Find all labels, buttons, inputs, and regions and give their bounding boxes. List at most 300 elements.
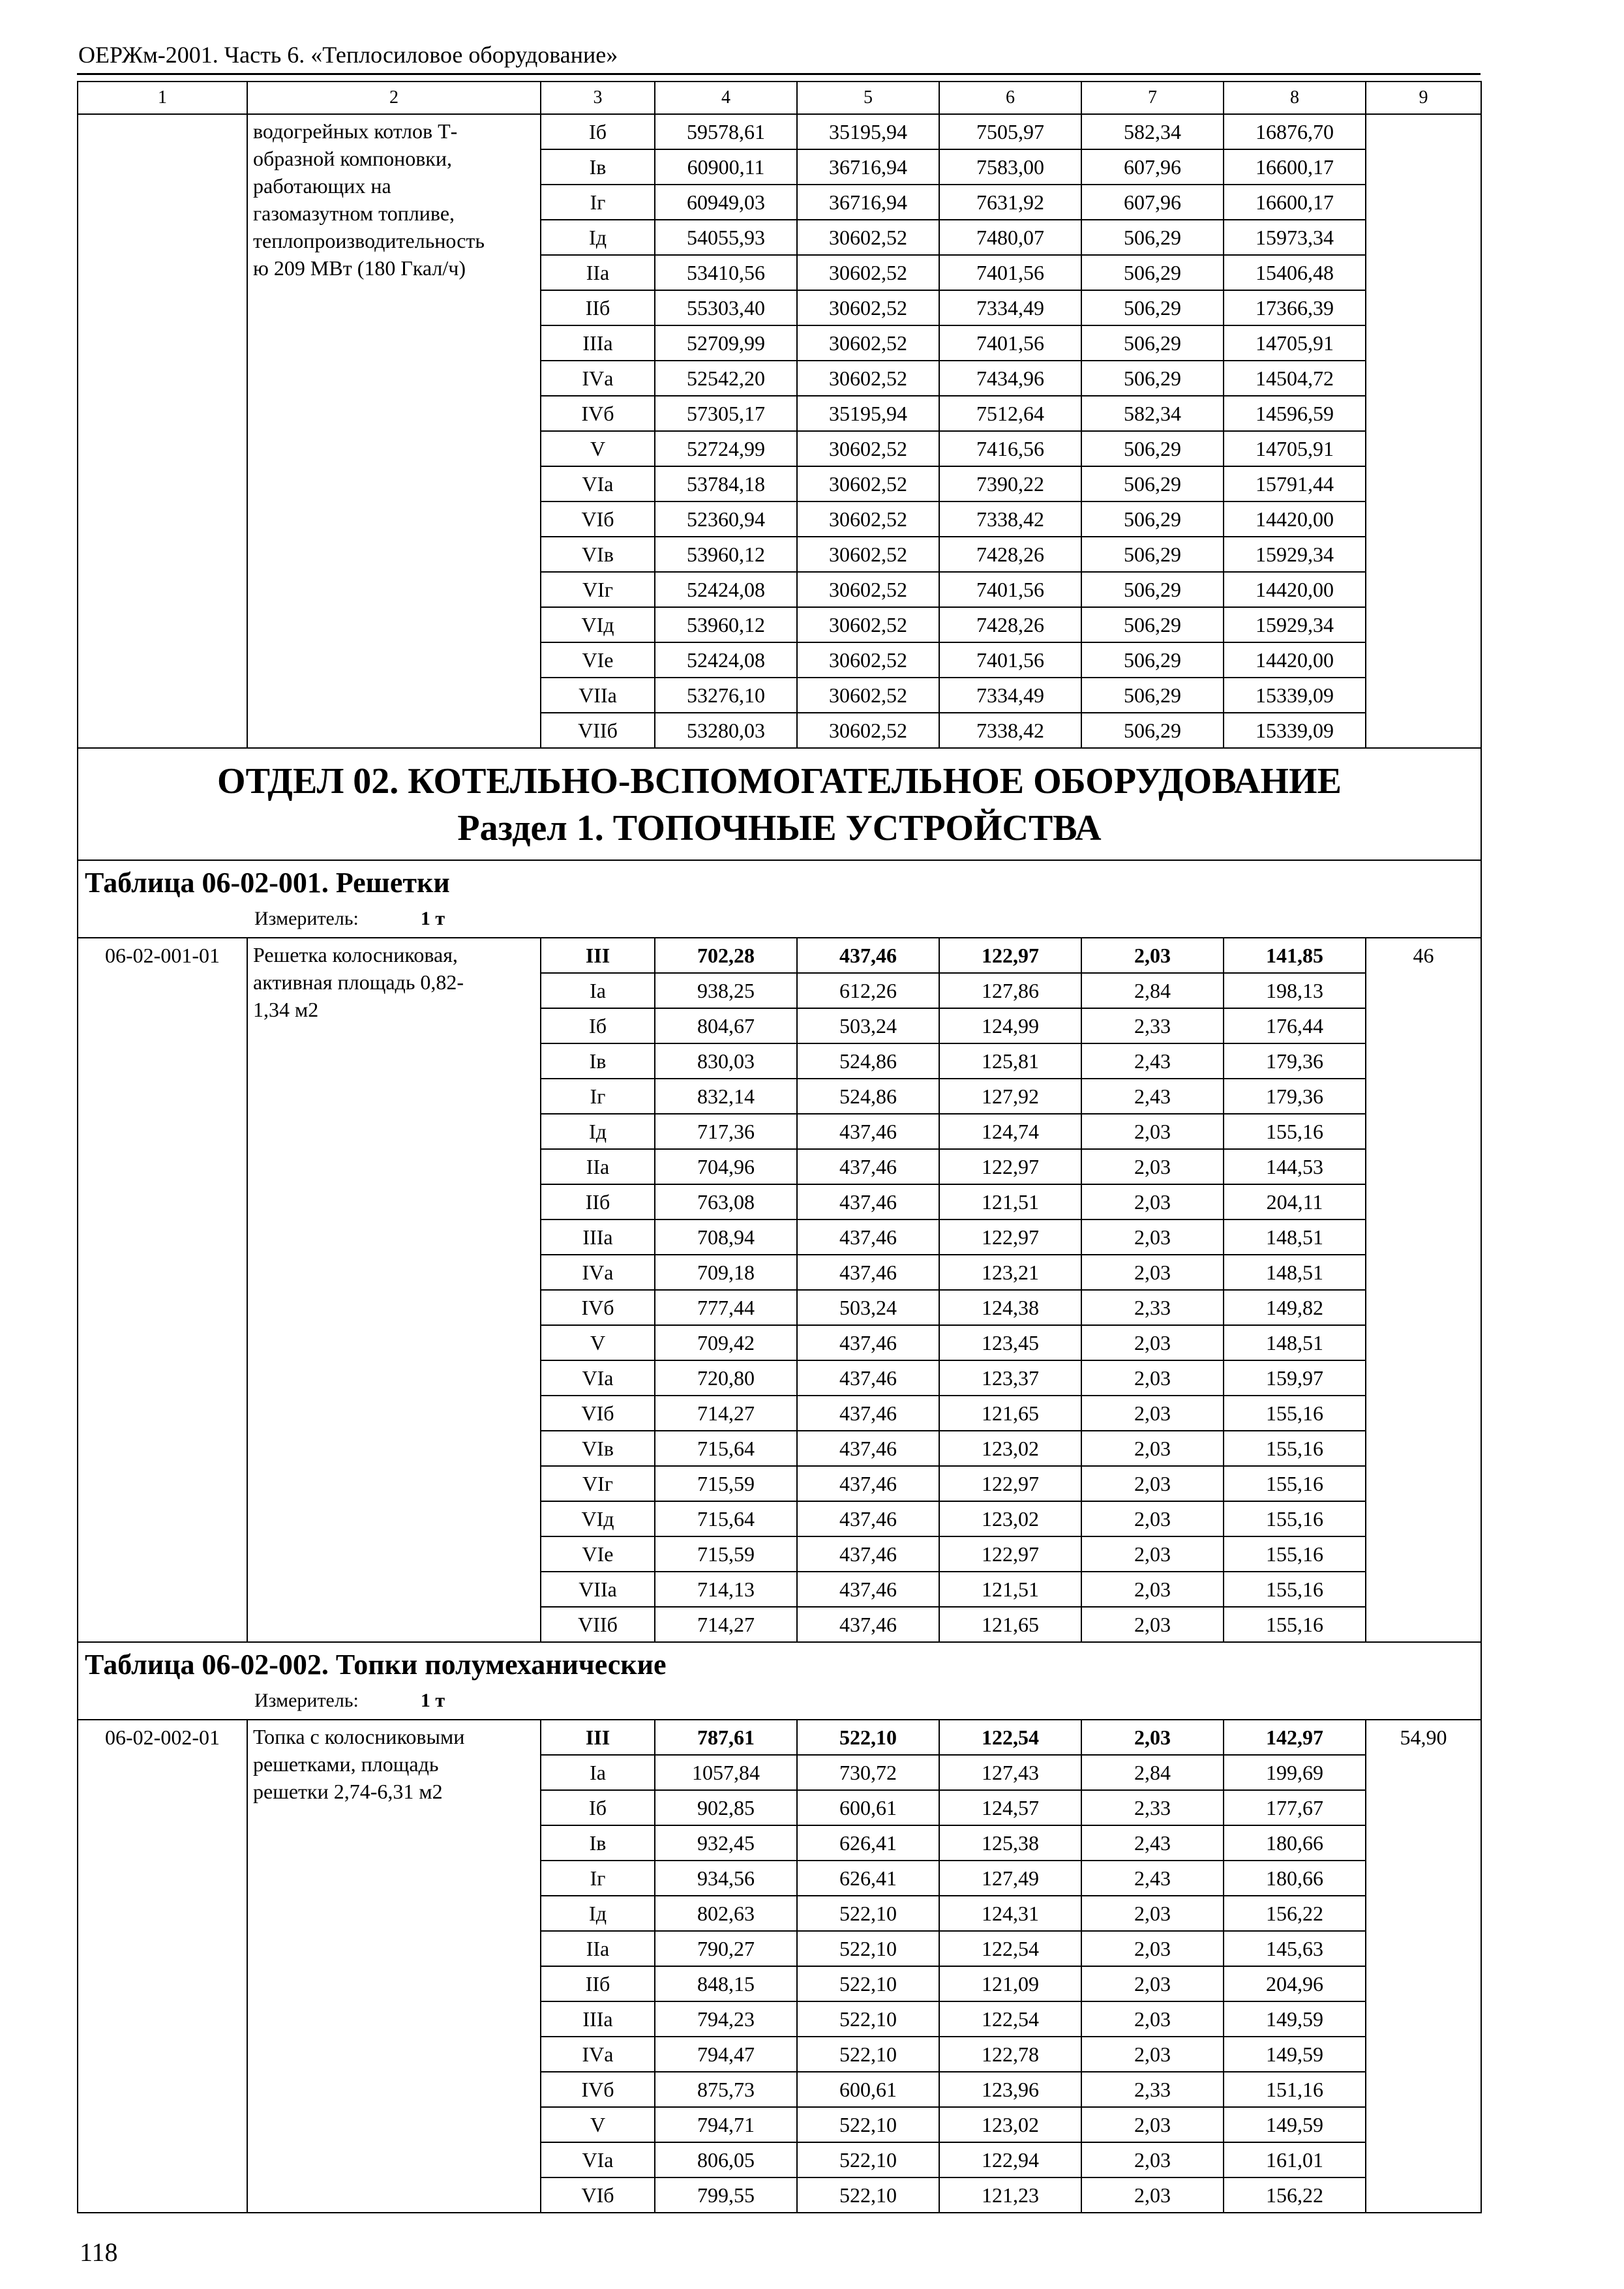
- column-number: 7: [1081, 82, 1224, 114]
- value-cell: 506,29: [1081, 431, 1224, 466]
- value-cell: 155,16: [1224, 1536, 1366, 1572]
- value-cell: 522,10: [797, 2177, 939, 2213]
- table-row: [78, 114, 1481, 149]
- value-cell: 149,59: [1224, 2107, 1366, 2142]
- zone-cell: VIа: [541, 2142, 655, 2177]
- col9-value: [1366, 114, 1481, 748]
- value-cell: 30602,52: [797, 572, 939, 607]
- value-cell: 60900,11: [655, 149, 797, 185]
- table-title: Таблица 06-02-001. Решетки: [78, 860, 1481, 903]
- value-cell: 14420,00: [1224, 572, 1366, 607]
- zone-cell: VIд: [541, 1501, 655, 1536]
- unit-cell: [78, 903, 1481, 938]
- value-cell: 503,24: [797, 1290, 939, 1325]
- section-title: Раздел 1. ТОПОЧНЫЕ УСТРОЙСТВА: [457, 808, 1102, 848]
- column-number: 9: [1366, 82, 1481, 114]
- zone-cell: IIа: [541, 1931, 655, 1966]
- value-cell: 121,23: [939, 2177, 1081, 2213]
- header-rule: [77, 73, 1481, 75]
- value-cell: 2,03: [1081, 1572, 1224, 1607]
- zone-cell: IIб: [541, 1966, 655, 2001]
- zone-cell: VIе: [541, 1536, 655, 1572]
- value-cell: 2,33: [1081, 1008, 1224, 1043]
- zone-cell: IVб: [541, 1290, 655, 1325]
- value-cell: 127,49: [939, 1861, 1081, 1896]
- value-cell: 148,51: [1224, 1219, 1366, 1255]
- value-cell: 522,10: [797, 1896, 939, 1931]
- rate-code: 06-02-001-01: [78, 938, 247, 1642]
- value-cell: 121,51: [939, 1184, 1081, 1219]
- value-cell: 600,61: [797, 1790, 939, 1825]
- value-cell: 15973,34: [1224, 220, 1366, 255]
- value-cell: 524,86: [797, 1043, 939, 1079]
- column-number: 2: [247, 82, 541, 114]
- value-cell: 30602,52: [797, 501, 939, 537]
- value-cell: 2,03: [1081, 1149, 1224, 1184]
- zone-cell: VIIб: [541, 713, 655, 748]
- value-cell: 179,36: [1224, 1079, 1366, 1114]
- zone-cell: Iа: [541, 1755, 655, 1790]
- value-cell: 53280,03: [655, 713, 797, 748]
- value-cell: 125,38: [939, 1825, 1081, 1861]
- value-cell: 123,02: [939, 1431, 1081, 1466]
- value-cell: 35195,94: [797, 114, 939, 149]
- value-cell: 522,10: [797, 1966, 939, 2001]
- value-cell: 52424,08: [655, 572, 797, 607]
- value-cell: 16600,17: [1224, 149, 1366, 185]
- value-cell: 717,36: [655, 1114, 797, 1149]
- value-cell: 15791,44: [1224, 466, 1366, 501]
- value-cell: 830,03: [655, 1043, 797, 1079]
- value-cell: 506,29: [1081, 572, 1224, 607]
- value-cell: 437,46: [797, 1431, 939, 1466]
- zone-cell: IVа: [541, 1255, 655, 1290]
- unit-label: Измеритель:: [254, 1690, 359, 1711]
- zone-cell: IIб: [541, 290, 655, 325]
- zone-cell: VIб: [541, 1396, 655, 1431]
- value-cell: 123,02: [939, 1501, 1081, 1536]
- value-cell: 506,29: [1081, 361, 1224, 396]
- value-cell: 30602,52: [797, 642, 939, 678]
- value-cell: 53960,12: [655, 607, 797, 642]
- value-cell: 506,29: [1081, 537, 1224, 572]
- value-cell: 804,67: [655, 1008, 797, 1043]
- value-cell: 938,25: [655, 973, 797, 1008]
- value-cell: 15339,09: [1224, 713, 1366, 748]
- page-number: 118: [80, 2237, 118, 2267]
- value-cell: 54055,93: [655, 220, 797, 255]
- value-cell: 127,92: [939, 1079, 1081, 1114]
- value-cell: 123,45: [939, 1325, 1081, 1360]
- unit-value: 1 т: [420, 1690, 445, 1711]
- value-cell: 2,33: [1081, 1290, 1224, 1325]
- value-cell: 437,46: [797, 1255, 939, 1290]
- value-cell: 794,23: [655, 2001, 797, 2037]
- department-heading: [78, 748, 1481, 860]
- value-cell: 7631,92: [939, 185, 1081, 220]
- value-cell: 437,46: [797, 1184, 939, 1219]
- value-cell: 506,29: [1081, 501, 1224, 537]
- value-cell: 124,57: [939, 1790, 1081, 1825]
- value-cell: 16876,70: [1224, 114, 1366, 149]
- value-cell: 715,64: [655, 1501, 797, 1536]
- value-cell: 122,97: [939, 1466, 1081, 1501]
- value-cell: 7434,96: [939, 361, 1081, 396]
- value-cell: 121,65: [939, 1607, 1081, 1642]
- value-cell: 7401,56: [939, 255, 1081, 290]
- zone-cell: Iб: [541, 1790, 655, 1825]
- value-cell: 7334,49: [939, 290, 1081, 325]
- value-cell: 7428,26: [939, 537, 1081, 572]
- zone-cell: III: [541, 1720, 655, 1755]
- value-cell: 437,46: [797, 1607, 939, 1642]
- zone-cell: IVб: [541, 396, 655, 431]
- value-cell: 155,16: [1224, 1114, 1366, 1149]
- table-title: Таблица 06-02-002. Топки полумеханические: [78, 1642, 1481, 1685]
- table-row: [78, 1720, 1481, 1755]
- value-cell: 437,46: [797, 1572, 939, 1607]
- value-cell: 36716,94: [797, 185, 939, 220]
- value-cell: 30602,52: [797, 290, 939, 325]
- value-cell: 53276,10: [655, 678, 797, 713]
- value-cell: 16600,17: [1224, 185, 1366, 220]
- value-cell: 437,46: [797, 1466, 939, 1501]
- unit-value: 1 т: [420, 908, 445, 929]
- value-cell: 156,22: [1224, 1896, 1366, 1931]
- value-cell: 2,03: [1081, 1114, 1224, 1149]
- value-cell: 127,86: [939, 973, 1081, 1008]
- zone-cell: III: [541, 938, 655, 973]
- zone-cell: Iв: [541, 1043, 655, 1079]
- value-cell: 802,63: [655, 1896, 797, 1931]
- rate-description: Топка с колосниковыми решетками, площадь решетки 2,74-6,31 м2: [247, 1720, 541, 2213]
- value-cell: 30602,52: [797, 466, 939, 501]
- value-cell: 124,99: [939, 1008, 1081, 1043]
- value-cell: 2,03: [1081, 1184, 1224, 1219]
- zone-cell: IIIа: [541, 1219, 655, 1255]
- value-cell: 7390,22: [939, 466, 1081, 501]
- value-cell: 2,03: [1081, 1255, 1224, 1290]
- value-cell: 30602,52: [797, 220, 939, 255]
- zone-cell: V: [541, 1325, 655, 1360]
- value-cell: 2,03: [1081, 1466, 1224, 1501]
- value-cell: 2,03: [1081, 2001, 1224, 2037]
- value-cell: 763,08: [655, 1184, 797, 1219]
- value-cell: 155,16: [1224, 1396, 1366, 1431]
- value-cell: 7583,00: [939, 149, 1081, 185]
- value-cell: 124,74: [939, 1114, 1081, 1149]
- zone-cell: Iг: [541, 1861, 655, 1896]
- value-cell: 52424,08: [655, 642, 797, 678]
- value-cell: 122,94: [939, 2142, 1081, 2177]
- value-cell: 582,34: [1081, 396, 1224, 431]
- value-cell: 506,29: [1081, 290, 1224, 325]
- zone-cell: Iд: [541, 220, 655, 255]
- value-cell: 848,15: [655, 1966, 797, 2001]
- value-cell: 2,03: [1081, 1536, 1224, 1572]
- value-cell: 506,29: [1081, 466, 1224, 501]
- value-cell: 932,45: [655, 1825, 797, 1861]
- value-cell: 2,03: [1081, 2177, 1224, 2213]
- value-cell: 30602,52: [797, 713, 939, 748]
- value-cell: 30602,52: [797, 678, 939, 713]
- value-cell: 506,29: [1081, 220, 1224, 255]
- value-cell: 2,03: [1081, 1607, 1224, 1642]
- value-cell: 437,46: [797, 1501, 939, 1536]
- department-row: [78, 748, 1481, 860]
- column-number-row: [78, 82, 1481, 114]
- value-cell: 714,13: [655, 1572, 797, 1607]
- value-cell: 522,10: [797, 2001, 939, 2037]
- value-cell: 7428,26: [939, 607, 1081, 642]
- zone-cell: Iг: [541, 185, 655, 220]
- value-cell: 204,11: [1224, 1184, 1366, 1219]
- column-number: 4: [655, 82, 797, 114]
- value-cell: 437,46: [797, 1219, 939, 1255]
- value-cell: 123,37: [939, 1360, 1081, 1396]
- value-cell: 7512,64: [939, 396, 1081, 431]
- value-cell: 437,46: [797, 1149, 939, 1184]
- value-cell: 30602,52: [797, 361, 939, 396]
- zone-cell: IVб: [541, 2072, 655, 2107]
- value-cell: 506,29: [1081, 255, 1224, 290]
- value-cell: 506,29: [1081, 325, 1224, 361]
- value-cell: 2,43: [1081, 1861, 1224, 1896]
- value-cell: 7338,42: [939, 501, 1081, 537]
- value-cell: 437,46: [797, 938, 939, 973]
- value-cell: 123,21: [939, 1255, 1081, 1290]
- value-cell: 2,84: [1081, 1755, 1224, 1790]
- value-cell: 145,63: [1224, 1931, 1366, 1966]
- value-cell: 53410,56: [655, 255, 797, 290]
- value-cell: 794,71: [655, 2107, 797, 2142]
- zone-cell: VIв: [541, 1431, 655, 1466]
- value-cell: 2,03: [1081, 1431, 1224, 1466]
- rate-code: 06-02-002-01: [78, 1720, 247, 2213]
- zone-cell: Iг: [541, 1079, 655, 1114]
- zone-cell: Iд: [541, 1896, 655, 1931]
- value-cell: 437,46: [797, 1325, 939, 1360]
- table-title-row: [78, 860, 1481, 903]
- column-number: 8: [1224, 82, 1366, 114]
- value-cell: 777,44: [655, 1290, 797, 1325]
- value-cell: 155,16: [1224, 1431, 1366, 1466]
- value-cell: 437,46: [797, 1360, 939, 1396]
- value-cell: 122,97: [939, 938, 1081, 973]
- zone-cell: VIд: [541, 607, 655, 642]
- table-row: [78, 938, 1481, 973]
- value-cell: 715,59: [655, 1536, 797, 1572]
- value-cell: 155,16: [1224, 1501, 1366, 1536]
- value-cell: 14504,72: [1224, 361, 1366, 396]
- zone-cell: IIIа: [541, 325, 655, 361]
- value-cell: 522,10: [797, 2107, 939, 2142]
- value-cell: 176,44: [1224, 1008, 1366, 1043]
- zone-cell: VIг: [541, 1466, 655, 1501]
- value-cell: 122,54: [939, 1931, 1081, 1966]
- value-cell: 123,96: [939, 2072, 1081, 2107]
- value-cell: 2,84: [1081, 973, 1224, 1008]
- value-cell: 148,51: [1224, 1325, 1366, 1360]
- zone-cell: IVа: [541, 2037, 655, 2072]
- value-cell: 790,27: [655, 1931, 797, 1966]
- value-cell: 17366,39: [1224, 290, 1366, 325]
- value-cell: 198,13: [1224, 973, 1366, 1008]
- value-cell: 55303,40: [655, 290, 797, 325]
- value-cell: 582,34: [1081, 114, 1224, 149]
- value-cell: 15929,34: [1224, 607, 1366, 642]
- value-cell: 199,69: [1224, 1755, 1366, 1790]
- value-cell: 2,03: [1081, 2107, 1224, 2142]
- value-cell: 30602,52: [797, 431, 939, 466]
- rates-table: [77, 81, 1482, 2213]
- value-cell: 607,96: [1081, 149, 1224, 185]
- value-cell: 7416,56: [939, 431, 1081, 466]
- zone-cell: IIб: [541, 1184, 655, 1219]
- value-cell: 437,46: [797, 1536, 939, 1572]
- value-cell: 7334,49: [939, 678, 1081, 713]
- zone-cell: VIв: [541, 537, 655, 572]
- unit-label: Измеритель:: [254, 908, 359, 929]
- value-cell: 503,24: [797, 1008, 939, 1043]
- value-cell: 715,59: [655, 1466, 797, 1501]
- value-cell: 155,16: [1224, 1607, 1366, 1642]
- value-cell: 7401,56: [939, 642, 1081, 678]
- value-cell: 30602,52: [797, 537, 939, 572]
- value-cell: 832,14: [655, 1079, 797, 1114]
- value-cell: 2,43: [1081, 1079, 1224, 1114]
- zone-cell: V: [541, 2107, 655, 2142]
- rate-description: водогрейных котлов Т- образной компоновки, работающих на газомазутном топливе, теплопроизводительность ю 209 МВт (180 Гкал/ч): [247, 114, 541, 748]
- value-cell: 626,41: [797, 1825, 939, 1861]
- value-cell: 704,96: [655, 1149, 797, 1184]
- value-cell: 151,16: [1224, 2072, 1366, 2107]
- value-cell: 902,85: [655, 1790, 797, 1825]
- column-number: 1: [78, 82, 247, 114]
- unit-row: [78, 1685, 1481, 1720]
- value-cell: 2,33: [1081, 1790, 1224, 1825]
- value-cell: 149,59: [1224, 2001, 1366, 2037]
- value-cell: 180,66: [1224, 1861, 1366, 1896]
- value-cell: 506,29: [1081, 642, 1224, 678]
- value-cell: 506,29: [1081, 713, 1224, 748]
- zone-cell: VIб: [541, 2177, 655, 2213]
- value-cell: 15339,09: [1224, 678, 1366, 713]
- rate-code: [78, 114, 247, 748]
- value-cell: 14705,91: [1224, 431, 1366, 466]
- value-cell: 204,96: [1224, 1966, 1366, 2001]
- running-header: ОЕРЖм-2001. Часть 6. «Теплосиловое оборудование»: [78, 42, 618, 68]
- value-cell: 177,67: [1224, 1790, 1366, 1825]
- zone-cell: Iв: [541, 1825, 655, 1861]
- value-cell: 934,56: [655, 1861, 797, 1896]
- column-number: 6: [939, 82, 1081, 114]
- zone-cell: VIIа: [541, 1572, 655, 1607]
- unit-cell: [78, 1685, 1481, 1720]
- rate-description: Решетка колосниковая, активная площадь 0,82- 1,34 м2: [247, 938, 541, 1642]
- value-cell: 121,51: [939, 1572, 1081, 1607]
- value-cell: 155,16: [1224, 1572, 1366, 1607]
- value-cell: 730,72: [797, 1755, 939, 1790]
- value-cell: 2,33: [1081, 2072, 1224, 2107]
- value-cell: 806,05: [655, 2142, 797, 2177]
- value-cell: 2,03: [1081, 1966, 1224, 2001]
- value-cell: 156,22: [1224, 2177, 1366, 2213]
- value-cell: 1057,84: [655, 1755, 797, 1790]
- value-cell: 7480,07: [939, 220, 1081, 255]
- value-cell: 125,81: [939, 1043, 1081, 1079]
- value-cell: 53784,18: [655, 466, 797, 501]
- zone-cell: VIа: [541, 466, 655, 501]
- value-cell: 57305,17: [655, 396, 797, 431]
- value-cell: 149,59: [1224, 2037, 1366, 2072]
- value-cell: 148,51: [1224, 1255, 1366, 1290]
- value-cell: 159,97: [1224, 1360, 1366, 1396]
- value-cell: 144,53: [1224, 1149, 1366, 1184]
- value-cell: 127,43: [939, 1755, 1081, 1790]
- value-cell: 522,10: [797, 2037, 939, 2072]
- zone-cell: VIе: [541, 642, 655, 678]
- value-cell: 123,02: [939, 2107, 1081, 2142]
- zone-cell: IIа: [541, 1149, 655, 1184]
- value-cell: 60949,03: [655, 185, 797, 220]
- value-cell: 155,16: [1224, 1466, 1366, 1501]
- zone-cell: VIIб: [541, 1607, 655, 1642]
- zone-cell: IIIа: [541, 2001, 655, 2037]
- value-cell: 179,36: [1224, 1043, 1366, 1079]
- value-cell: 437,46: [797, 1114, 939, 1149]
- column-number: 5: [797, 82, 939, 114]
- value-cell: 7505,97: [939, 114, 1081, 149]
- value-cell: 122,78: [939, 2037, 1081, 2072]
- value-cell: 52542,20: [655, 361, 797, 396]
- rates-table-body: [78, 82, 1481, 2213]
- value-cell: 53960,12: [655, 537, 797, 572]
- value-cell: 2,43: [1081, 1043, 1224, 1079]
- department-title: ОТДЕЛ 02. КОТЕЛЬНО-ВСПОМОГАТЕЛЬНОЕ ОБОРУДОВАНИЕ: [217, 761, 1342, 801]
- value-cell: 607,96: [1081, 185, 1224, 220]
- zone-cell: Iб: [541, 114, 655, 149]
- value-cell: 2,03: [1081, 938, 1224, 973]
- value-cell: 30602,52: [797, 607, 939, 642]
- col9-value: 46: [1366, 938, 1481, 1642]
- value-cell: 715,64: [655, 1431, 797, 1466]
- value-cell: 2,03: [1081, 1219, 1224, 1255]
- value-cell: 52724,99: [655, 431, 797, 466]
- value-cell: 122,97: [939, 1536, 1081, 1572]
- value-cell: 2,03: [1081, 2142, 1224, 2177]
- value-cell: 626,41: [797, 1861, 939, 1896]
- zone-cell: Iв: [541, 149, 655, 185]
- unit-row: [78, 903, 1481, 938]
- zone-cell: IIа: [541, 255, 655, 290]
- zone-cell: VIб: [541, 501, 655, 537]
- value-cell: 122,54: [939, 1720, 1081, 1755]
- value-cell: 124,31: [939, 1896, 1081, 1931]
- value-cell: 2,03: [1081, 1396, 1224, 1431]
- value-cell: 2,03: [1081, 1720, 1224, 1755]
- column-number: 3: [541, 82, 655, 114]
- value-cell: 2,03: [1081, 1931, 1224, 1966]
- col9-value: 54,90: [1366, 1720, 1481, 2213]
- value-cell: 149,82: [1224, 1290, 1366, 1325]
- value-cell: 180,66: [1224, 1825, 1366, 1861]
- value-cell: 59578,61: [655, 114, 797, 149]
- value-cell: 124,38: [939, 1290, 1081, 1325]
- value-cell: 794,47: [655, 2037, 797, 2072]
- value-cell: 2,03: [1081, 1360, 1224, 1396]
- zone-cell: Iб: [541, 1008, 655, 1043]
